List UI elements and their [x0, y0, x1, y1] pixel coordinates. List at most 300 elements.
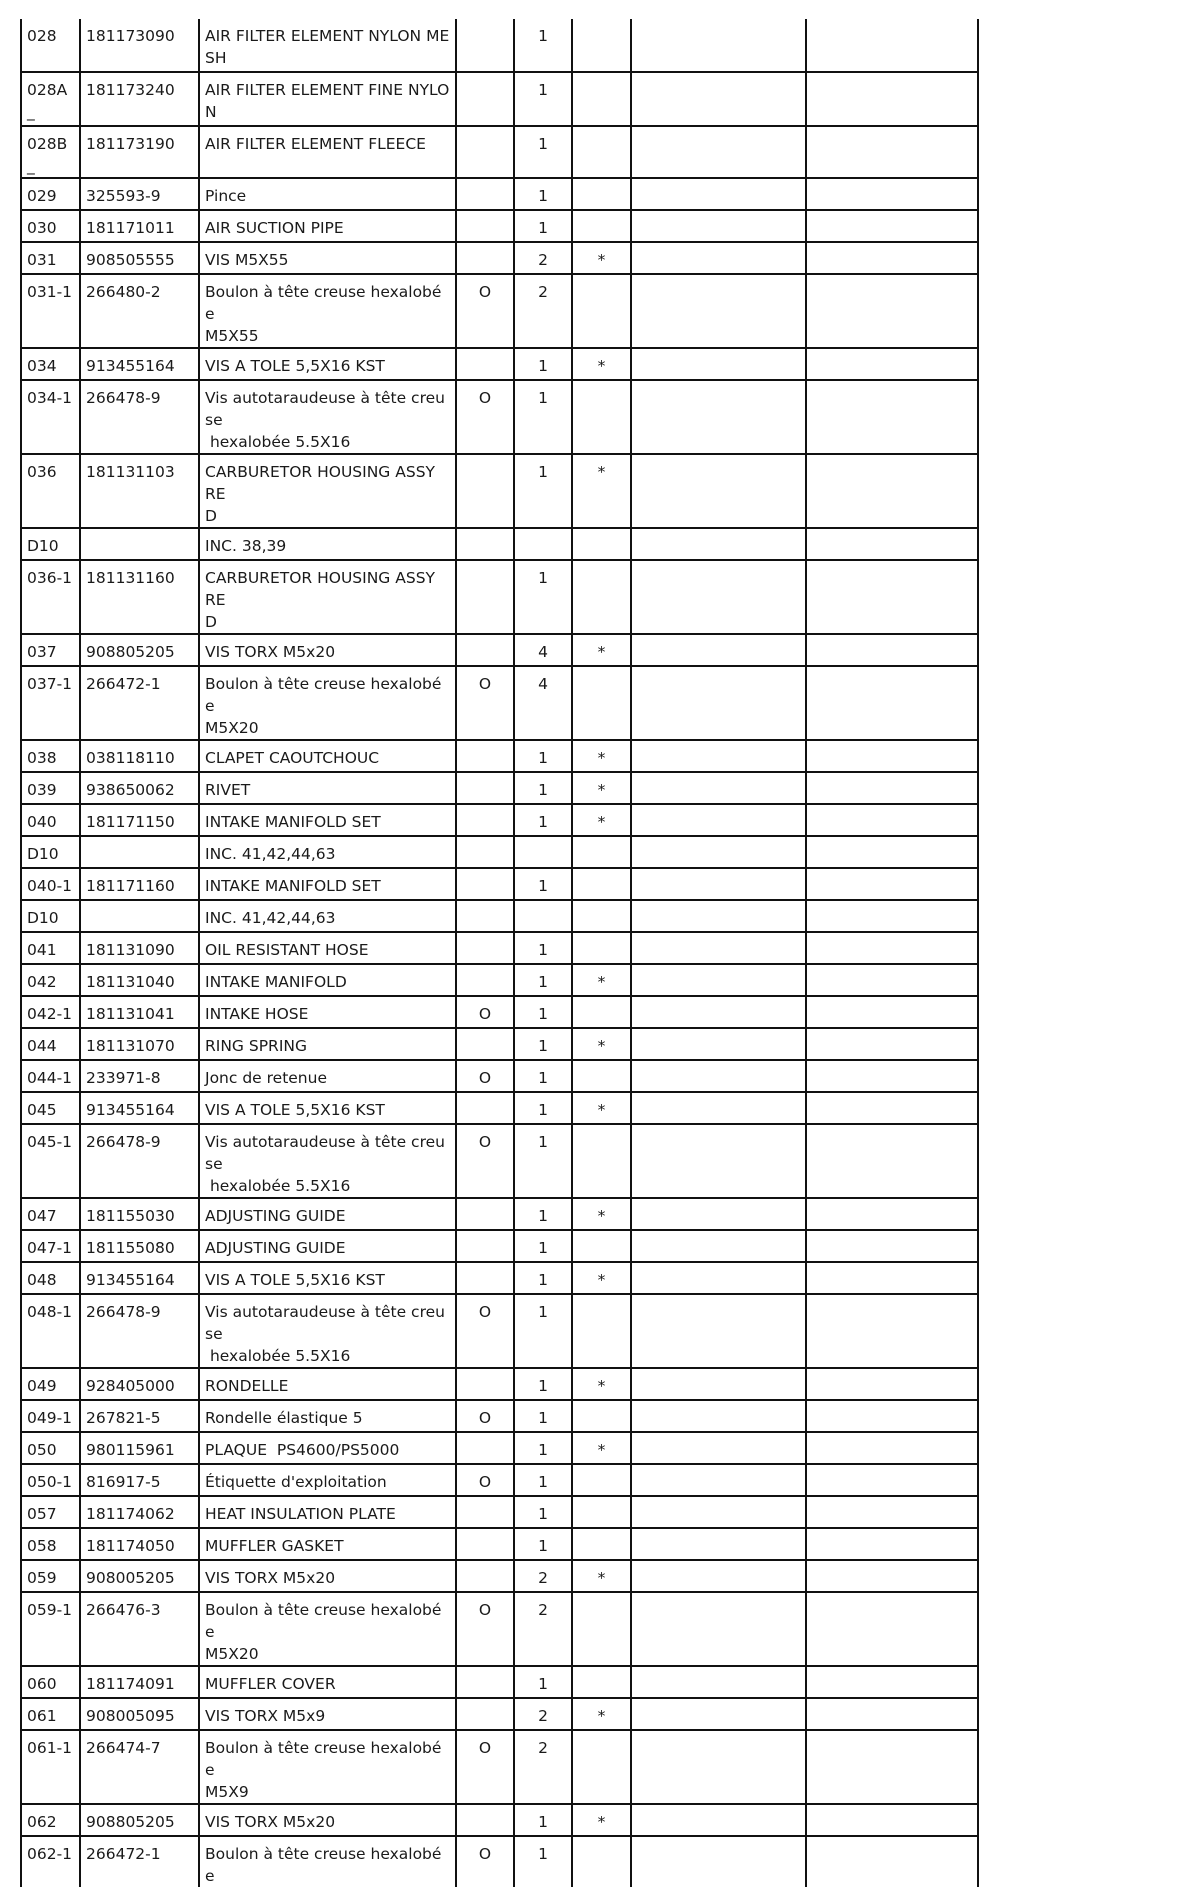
empty-cell — [806, 1528, 978, 1560]
empty-cell — [806, 1060, 978, 1092]
part-number-cell: 913455164 — [80, 348, 199, 380]
position-cell: 034 — [21, 348, 80, 380]
empty-cell — [631, 380, 806, 454]
table-row — [21, 964, 978, 996]
table-row — [21, 900, 978, 932]
quantity-cell: 1 — [514, 740, 572, 772]
empty-cell — [631, 1198, 806, 1230]
quantity-cell: 2 — [514, 1592, 572, 1666]
mark-cell — [572, 210, 631, 242]
table-row — [21, 836, 978, 868]
position-cell: 062-1 — [21, 1836, 80, 1887]
description-cell: Étiquette d'exploitation — [199, 1464, 456, 1496]
quantity-cell: 1 — [514, 804, 572, 836]
option-cell — [456, 804, 514, 836]
empty-cell — [631, 1698, 806, 1730]
empty-cell — [806, 1804, 978, 1836]
position-cell: 045 — [21, 1092, 80, 1124]
description-cell: INC. 41,42,44,63 — [199, 836, 456, 868]
empty-cell — [806, 1496, 978, 1528]
part-number-cell: 181174091 — [80, 1666, 199, 1698]
mark-cell — [572, 19, 631, 72]
empty-cell — [806, 1400, 978, 1432]
description-cell: VIS TORX M5x9 — [199, 1698, 456, 1730]
empty-cell — [806, 454, 978, 528]
position-cell: 041 — [21, 932, 80, 964]
quantity-cell: 1 — [514, 1432, 572, 1464]
empty-cell — [631, 1060, 806, 1092]
quantity-cell: 1 — [514, 380, 572, 454]
description-cell: Boulon à tête creuse hexalobée M5X20 — [199, 1592, 456, 1666]
table-row — [21, 804, 978, 836]
empty-cell — [806, 996, 978, 1028]
table-row — [21, 666, 978, 740]
option-cell — [456, 1496, 514, 1528]
quantity-cell: 1 — [514, 868, 572, 900]
option-cell: O — [456, 1730, 514, 1804]
option-cell — [456, 1432, 514, 1464]
quantity-cell: 2 — [514, 1698, 572, 1730]
quantity-cell: 2 — [514, 1560, 572, 1592]
quantity-cell — [514, 836, 572, 868]
empty-cell — [631, 804, 806, 836]
empty-cell — [631, 868, 806, 900]
quantity-cell: 1 — [514, 126, 572, 178]
position-cell: 048 — [21, 1262, 80, 1294]
description-cell: HEAT INSULATION PLATE — [199, 1496, 456, 1528]
part-number-cell: 908505555 — [80, 242, 199, 274]
quantity-cell: 4 — [514, 634, 572, 666]
part-number-cell: 267821-5 — [80, 1400, 199, 1432]
empty-cell — [631, 1028, 806, 1060]
quantity-cell: 2 — [514, 242, 572, 274]
position-cell: 028A_ — [21, 72, 80, 126]
option-cell: O — [456, 1592, 514, 1666]
mark-cell — [572, 1294, 631, 1368]
position-cell: 044 — [21, 1028, 80, 1060]
mark-cell: * — [572, 740, 631, 772]
mark-cell — [572, 380, 631, 454]
option-cell: O — [456, 1060, 514, 1092]
table-row — [21, 454, 978, 528]
description-cell: PLAQUE PS4600/PS5000 — [199, 1432, 456, 1464]
empty-cell — [631, 454, 806, 528]
table-row — [21, 996, 978, 1028]
mark-cell — [572, 666, 631, 740]
table-row — [21, 1528, 978, 1560]
empty-cell — [631, 178, 806, 210]
position-cell: 061-1 — [21, 1730, 80, 1804]
quantity-cell: 1 — [514, 996, 572, 1028]
table-row — [21, 1198, 978, 1230]
empty-cell — [631, 1730, 806, 1804]
table-row — [21, 19, 978, 72]
description-cell: RONDELLE — [199, 1368, 456, 1400]
empty-cell — [806, 1592, 978, 1666]
table-row — [21, 772, 978, 804]
part-number-cell: 181131040 — [80, 964, 199, 996]
position-cell: 039 — [21, 772, 80, 804]
empty-cell — [631, 836, 806, 868]
position-cell: 042 — [21, 964, 80, 996]
table-row — [21, 274, 978, 348]
option-cell: O — [456, 1124, 514, 1198]
option-cell — [456, 740, 514, 772]
description-cell: Rondelle élastique 5 — [199, 1400, 456, 1432]
table-row — [21, 126, 978, 178]
description-cell: INC. 38,39 — [199, 528, 456, 560]
position-cell: 028B_ — [21, 126, 80, 178]
position-cell: 031-1 — [21, 274, 80, 348]
quantity-cell: 1 — [514, 348, 572, 380]
description-cell: VIS TORX M5x20 — [199, 634, 456, 666]
table-row — [21, 1124, 978, 1198]
option-cell — [456, 932, 514, 964]
position-cell: 044-1 — [21, 1060, 80, 1092]
description-cell: MUFFLER COVER — [199, 1666, 456, 1698]
empty-cell — [806, 19, 978, 72]
empty-cell — [806, 1836, 978, 1887]
table-row — [21, 1368, 978, 1400]
table-row — [21, 210, 978, 242]
empty-cell — [631, 1092, 806, 1124]
mark-cell: * — [572, 1368, 631, 1400]
empty-cell — [806, 528, 978, 560]
mark-cell: * — [572, 1092, 631, 1124]
position-cell: 029 — [21, 178, 80, 210]
quantity-cell: 1 — [514, 772, 572, 804]
table-row — [21, 1730, 978, 1804]
option-cell — [456, 1804, 514, 1836]
table-row — [21, 868, 978, 900]
empty-cell — [631, 1464, 806, 1496]
position-cell: 040 — [21, 804, 80, 836]
empty-cell — [806, 274, 978, 348]
position-cell: 062 — [21, 1804, 80, 1836]
empty-cell — [806, 1028, 978, 1060]
description-cell: AIR SUCTION PIPE — [199, 210, 456, 242]
quantity-cell: 1 — [514, 1060, 572, 1092]
empty-cell — [806, 1124, 978, 1198]
empty-cell — [631, 1804, 806, 1836]
position-cell: 034-1 — [21, 380, 80, 454]
empty-cell — [631, 528, 806, 560]
description-cell: CARBURETOR HOUSING ASSY RE D — [199, 560, 456, 634]
empty-cell — [806, 1368, 978, 1400]
mark-cell — [572, 1730, 631, 1804]
description-cell: INTAKE MANIFOLD — [199, 964, 456, 996]
description-cell: OIL RESISTANT HOSE — [199, 932, 456, 964]
table-row — [21, 1060, 978, 1092]
part-number-cell: 266472-1 — [80, 666, 199, 740]
option-cell: O — [456, 666, 514, 740]
description-cell: ADJUSTING GUIDE — [199, 1198, 456, 1230]
empty-cell — [631, 1124, 806, 1198]
position-cell: 042-1 — [21, 996, 80, 1028]
description-cell: Vis autotaraudeuse à tête creuse hexalobée 5.5X16 — [199, 1124, 456, 1198]
position-cell: D10 — [21, 528, 80, 560]
quantity-cell: 1 — [514, 1262, 572, 1294]
table-row — [21, 380, 978, 454]
empty-cell — [631, 560, 806, 634]
quantity-cell: 1 — [514, 1294, 572, 1368]
part-number-cell: 908005095 — [80, 1698, 199, 1730]
quantity-cell: 1 — [514, 560, 572, 634]
description-cell: RING SPRING — [199, 1028, 456, 1060]
mark-cell: * — [572, 454, 631, 528]
part-number-cell: 181171150 — [80, 804, 199, 836]
mark-cell: * — [572, 1560, 631, 1592]
part-number-cell: 913455164 — [80, 1262, 199, 1294]
empty-cell — [806, 1698, 978, 1730]
table-row — [21, 242, 978, 274]
position-cell: 036-1 — [21, 560, 80, 634]
quantity-cell: 4 — [514, 666, 572, 740]
table-row — [21, 1464, 978, 1496]
option-cell — [456, 1666, 514, 1698]
part-number-cell: 181171011 — [80, 210, 199, 242]
empty-cell — [806, 1560, 978, 1592]
empty-cell — [806, 1262, 978, 1294]
mark-cell: * — [572, 964, 631, 996]
empty-cell — [806, 1666, 978, 1698]
description-cell: VIS A TOLE 5,5X16 KST — [199, 348, 456, 380]
option-cell: O — [456, 274, 514, 348]
description-cell: VIS TORX M5x20 — [199, 1804, 456, 1836]
description-cell: INTAKE MANIFOLD SET — [199, 804, 456, 836]
empty-cell — [806, 772, 978, 804]
empty-cell — [631, 210, 806, 242]
option-cell — [456, 1028, 514, 1060]
empty-cell — [806, 1464, 978, 1496]
empty-cell — [806, 210, 978, 242]
quantity-cell: 2 — [514, 1730, 572, 1804]
empty-cell — [631, 242, 806, 274]
mark-cell: * — [572, 348, 631, 380]
table-row — [21, 1698, 978, 1730]
part-number-cell: 908005205 — [80, 1560, 199, 1592]
position-cell: D10 — [21, 900, 80, 932]
table-row — [21, 932, 978, 964]
description-cell: Boulon à tête creuse hexalobée — [199, 1836, 456, 1887]
option-cell: O — [456, 996, 514, 1028]
part-number-cell: 913455164 — [80, 1092, 199, 1124]
mark-cell — [572, 274, 631, 348]
table-row — [21, 1400, 978, 1432]
option-cell — [456, 210, 514, 242]
part-number-cell: 266478-9 — [80, 380, 199, 454]
table-row — [21, 1666, 978, 1698]
mark-cell — [572, 560, 631, 634]
description-cell: AIR FILTER ELEMENT NYLON ME SH — [199, 19, 456, 72]
empty-cell — [631, 1400, 806, 1432]
empty-cell — [631, 274, 806, 348]
part-number-cell: 181174062 — [80, 1496, 199, 1528]
part-number-cell: 233971-8 — [80, 1060, 199, 1092]
table-row — [21, 1432, 978, 1464]
empty-cell — [806, 740, 978, 772]
empty-cell — [806, 348, 978, 380]
empty-cell — [806, 932, 978, 964]
part-number-cell: 181131041 — [80, 996, 199, 1028]
option-cell — [456, 1198, 514, 1230]
quantity-cell — [514, 528, 572, 560]
option-cell — [456, 178, 514, 210]
description-cell: VIS TORX M5x20 — [199, 1560, 456, 1592]
table-row — [21, 72, 978, 126]
part-number-cell: 181173240 — [80, 72, 199, 126]
position-cell: 050-1 — [21, 1464, 80, 1496]
option-cell — [456, 19, 514, 72]
parts-table — [20, 19, 979, 1887]
option-cell — [456, 868, 514, 900]
empty-cell — [631, 1294, 806, 1368]
part-number-cell: 181174050 — [80, 1528, 199, 1560]
table-row — [21, 560, 978, 634]
empty-cell — [631, 1528, 806, 1560]
quantity-cell: 1 — [514, 1836, 572, 1887]
description-cell: Pince — [199, 178, 456, 210]
option-cell — [456, 1262, 514, 1294]
mark-cell — [572, 528, 631, 560]
description-cell: VIS A TOLE 5,5X16 KST — [199, 1092, 456, 1124]
quantity-cell: 1 — [514, 1092, 572, 1124]
part-number-cell: 266478-9 — [80, 1294, 199, 1368]
part-number-cell: 908805205 — [80, 1804, 199, 1836]
empty-cell — [806, 666, 978, 740]
part-number-cell: 181131070 — [80, 1028, 199, 1060]
description-cell: RIVET — [199, 772, 456, 804]
description-cell: Jonc de retenue — [199, 1060, 456, 1092]
position-cell: 048-1 — [21, 1294, 80, 1368]
empty-cell — [631, 1262, 806, 1294]
quantity-cell: 1 — [514, 1368, 572, 1400]
empty-cell — [631, 1592, 806, 1666]
option-cell — [456, 348, 514, 380]
position-cell: 047-1 — [21, 1230, 80, 1262]
mark-cell — [572, 1060, 631, 1092]
empty-cell — [806, 804, 978, 836]
mark-cell — [572, 1230, 631, 1262]
quantity-cell: 1 — [514, 19, 572, 72]
part-number-cell: 266474-7 — [80, 1730, 199, 1804]
quantity-cell: 1 — [514, 1528, 572, 1560]
empty-cell — [806, 1198, 978, 1230]
quantity-cell: 1 — [514, 932, 572, 964]
mark-cell: * — [572, 1432, 631, 1464]
position-cell: 037-1 — [21, 666, 80, 740]
quantity-cell: 1 — [514, 72, 572, 126]
quantity-cell: 1 — [514, 964, 572, 996]
position-cell: 047 — [21, 1198, 80, 1230]
table-row — [21, 740, 978, 772]
empty-cell — [631, 1666, 806, 1698]
description-cell: AIR FILTER ELEMENT FLEECE — [199, 126, 456, 178]
quantity-cell: 1 — [514, 1496, 572, 1528]
part-number-cell: 038118110 — [80, 740, 199, 772]
description-cell: ADJUSTING GUIDE — [199, 1230, 456, 1262]
position-cell: 059 — [21, 1560, 80, 1592]
option-cell — [456, 528, 514, 560]
part-number-cell: 325593-9 — [80, 178, 199, 210]
part-number-cell: 816917-5 — [80, 1464, 199, 1496]
mark-cell — [572, 836, 631, 868]
table-row — [21, 1592, 978, 1666]
option-cell — [456, 634, 514, 666]
mark-cell: * — [572, 1698, 631, 1730]
description-cell: Boulon à tête creuse hexalobée M5X9 — [199, 1730, 456, 1804]
position-cell: 030 — [21, 210, 80, 242]
empty-cell — [806, 380, 978, 454]
mark-cell — [572, 1464, 631, 1496]
description-cell: VIS A TOLE 5,5X16 KST — [199, 1262, 456, 1294]
empty-cell — [631, 740, 806, 772]
mark-cell — [572, 996, 631, 1028]
empty-cell — [806, 560, 978, 634]
mark-cell — [572, 1496, 631, 1528]
table-row — [21, 178, 978, 210]
mark-cell: * — [572, 1262, 631, 1294]
empty-cell — [806, 1230, 978, 1262]
position-cell: 031 — [21, 242, 80, 274]
mark-cell: * — [572, 1028, 631, 1060]
option-cell — [456, 900, 514, 932]
part-number-cell: 181155030 — [80, 1198, 199, 1230]
parts-table-body — [21, 19, 978, 1887]
empty-cell — [806, 126, 978, 178]
mark-cell — [572, 1528, 631, 1560]
table-row — [21, 1560, 978, 1592]
description-cell: AIR FILTER ELEMENT FINE NYLO N — [199, 72, 456, 126]
part-number-cell — [80, 836, 199, 868]
table-row — [21, 1496, 978, 1528]
empty-cell — [806, 1432, 978, 1464]
table-row — [21, 1294, 978, 1368]
option-cell — [456, 454, 514, 528]
part-number-cell: 181155080 — [80, 1230, 199, 1262]
table-row — [21, 1230, 978, 1262]
position-cell: 058 — [21, 1528, 80, 1560]
part-number-cell — [80, 900, 199, 932]
description-cell: CARBURETOR HOUSING ASSY RE D — [199, 454, 456, 528]
part-number-cell: 908805205 — [80, 634, 199, 666]
position-cell: 049-1 — [21, 1400, 80, 1432]
position-cell: 049 — [21, 1368, 80, 1400]
description-cell: Vis autotaraudeuse à tête creuse hexalobée 5.5X16 — [199, 380, 456, 454]
description-cell: INTAKE HOSE — [199, 996, 456, 1028]
empty-cell — [806, 964, 978, 996]
mark-cell — [572, 1836, 631, 1887]
mark-cell: * — [572, 772, 631, 804]
mark-cell — [572, 1592, 631, 1666]
position-cell: 036 — [21, 454, 80, 528]
empty-cell — [631, 1836, 806, 1887]
position-cell: 037 — [21, 634, 80, 666]
position-cell: 050 — [21, 1432, 80, 1464]
mark-cell — [572, 178, 631, 210]
position-cell: 038 — [21, 740, 80, 772]
option-cell — [456, 1092, 514, 1124]
position-cell: 045-1 — [21, 1124, 80, 1198]
quantity-cell: 1 — [514, 1400, 572, 1432]
empty-cell — [806, 242, 978, 274]
option-cell — [456, 1230, 514, 1262]
mark-cell: * — [572, 1804, 631, 1836]
description-cell: Boulon à tête creuse hexalobée M5X20 — [199, 666, 456, 740]
option-cell — [456, 836, 514, 868]
empty-cell — [631, 1560, 806, 1592]
part-number-cell: 181131090 — [80, 932, 199, 964]
